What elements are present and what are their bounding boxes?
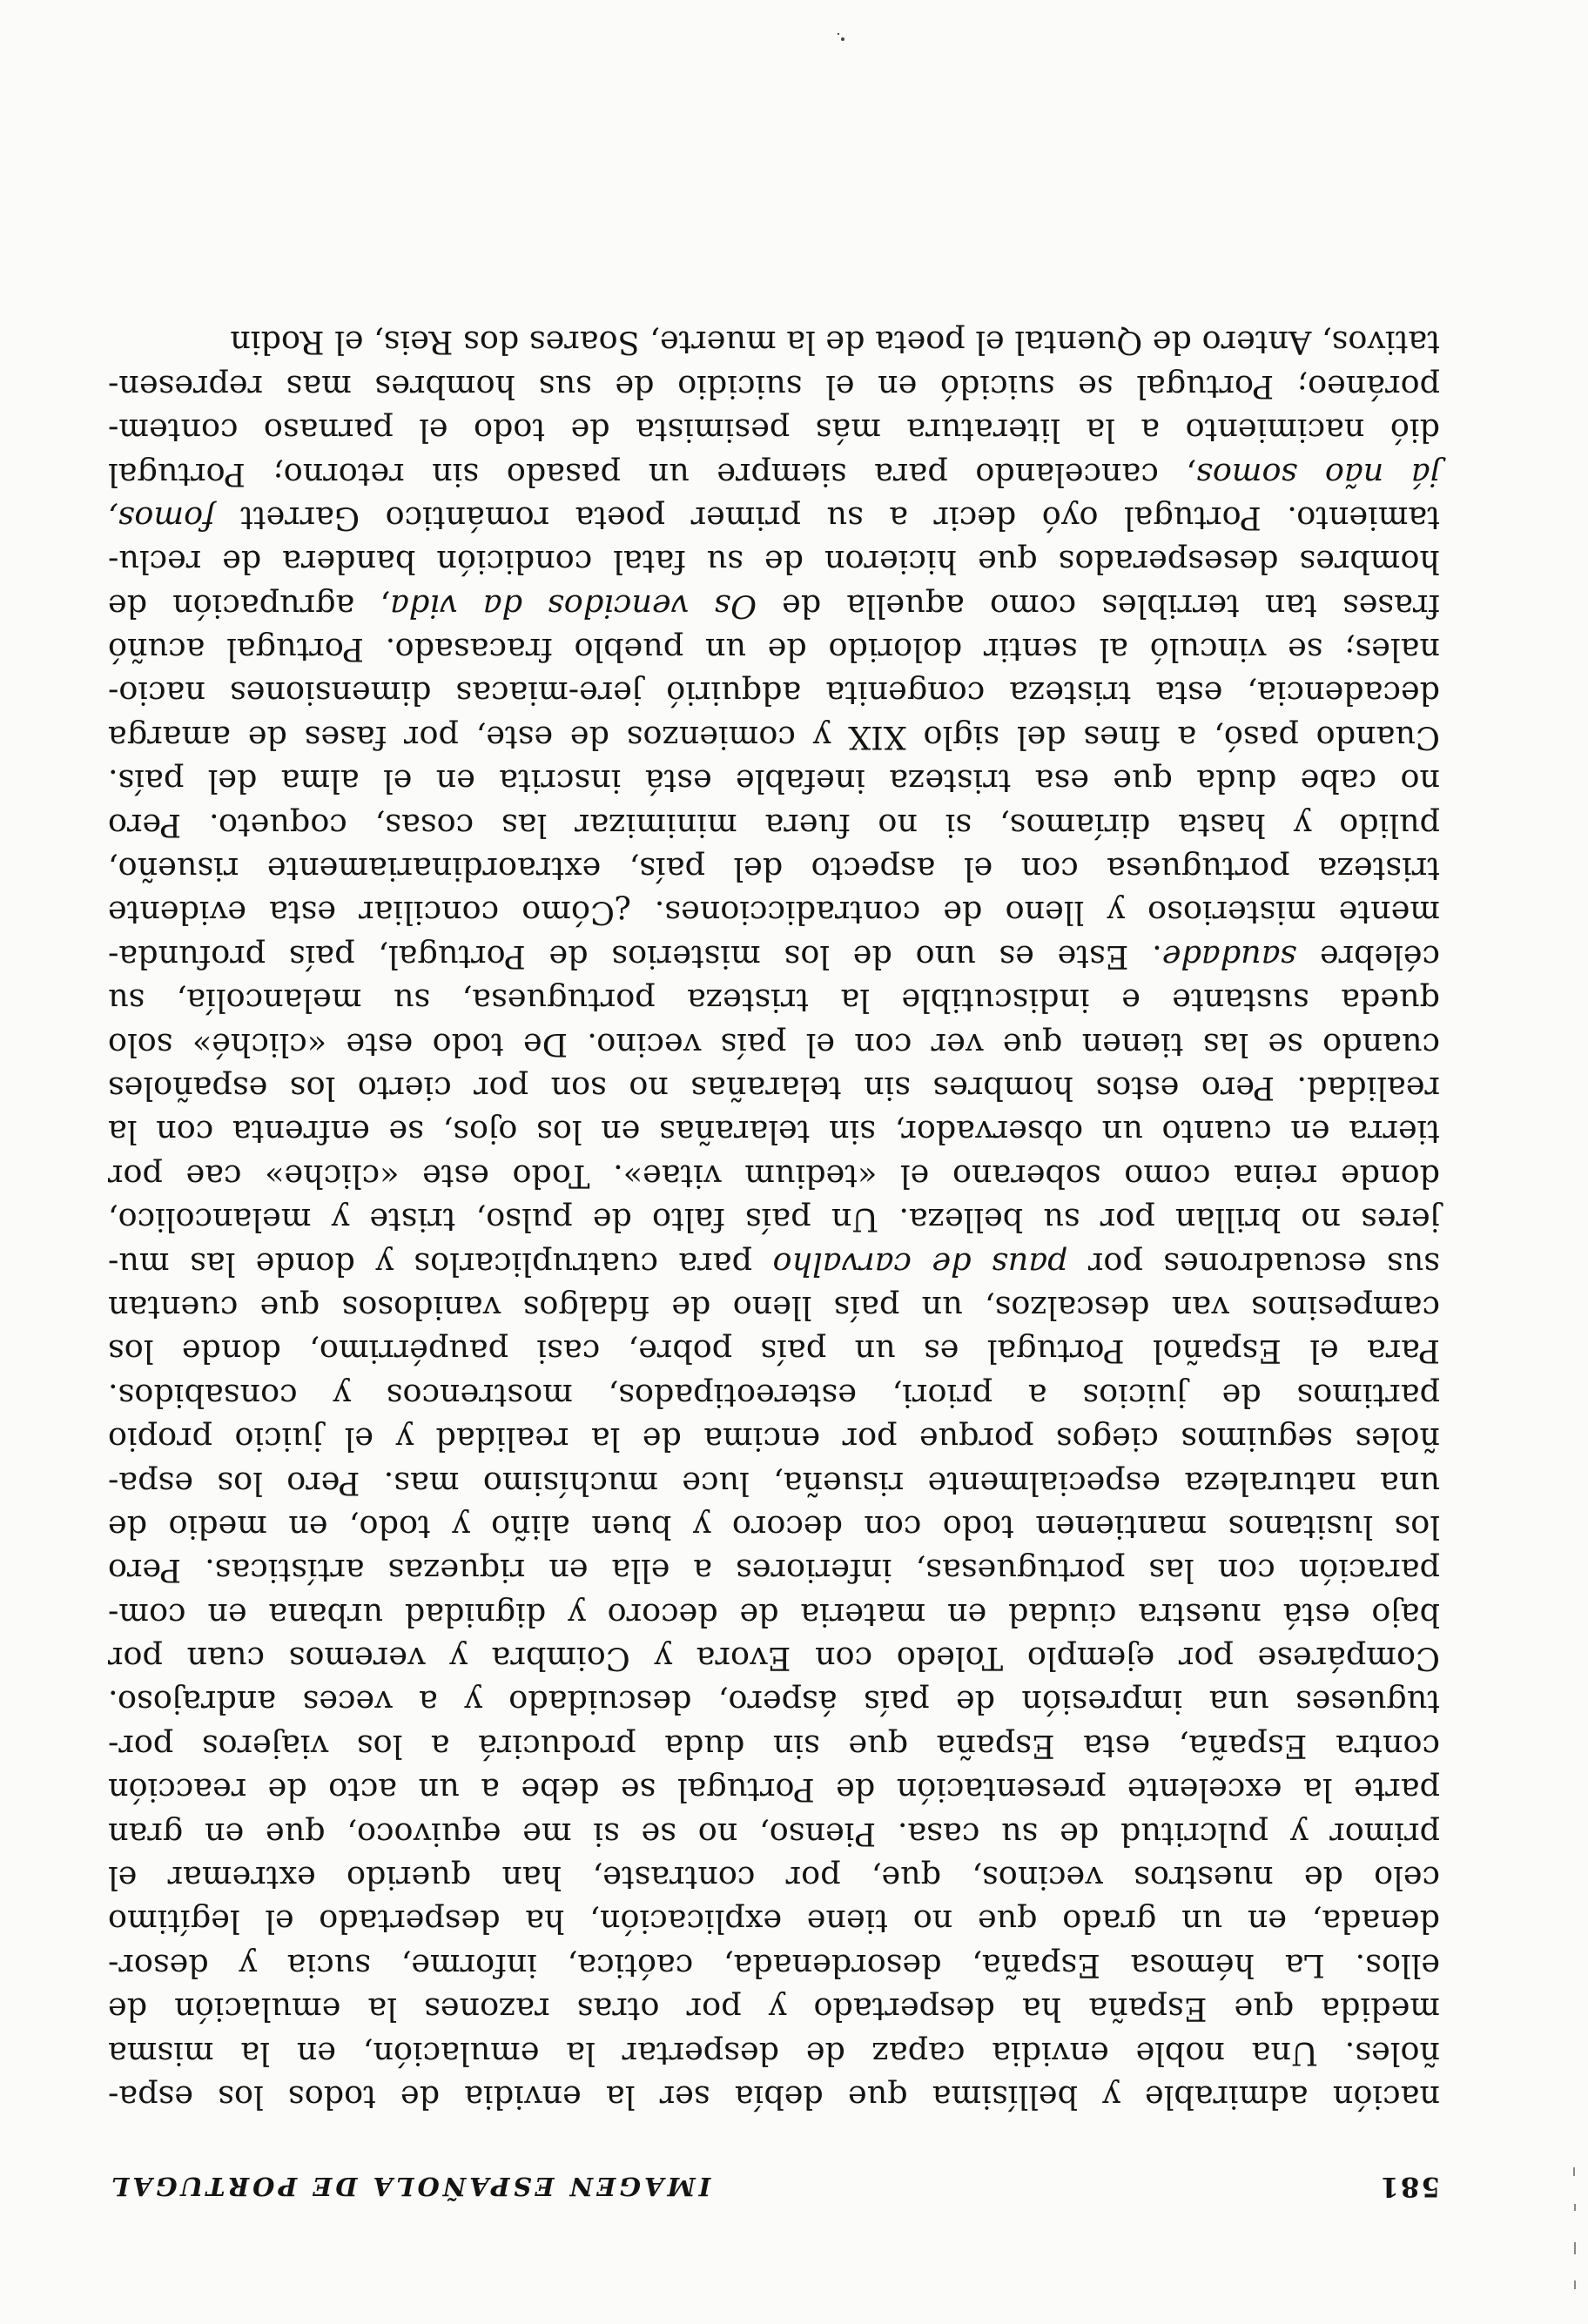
text-segment: para cuatruplicarlos y donde las mu- bbox=[108, 1245, 773, 1283]
text-segment: bajo está nuestra ciudad en materia de decoro y dignidad urbana en com- bbox=[108, 1595, 1440, 1634]
text-segment: cuando se las tienen que ver con el país vecino. De todo este «cliché» solo bbox=[108, 1025, 1440, 1064]
text-line bbox=[108, 364, 1440, 407]
text-line bbox=[108, 1066, 1440, 1110]
text-line bbox=[108, 1022, 1440, 1065]
text-segment: mente misterioso y lleno de contradicciones. ¿Cómo conciliar esta evidente bbox=[108, 894, 1440, 932]
text-segment: donde reina como soberano el «tedium vitae». Todo este «cliche» cae por bbox=[108, 1157, 1440, 1195]
text-segment: poráneo; Portugal se suicidó en el suicidio de sus hombres mas represen- bbox=[108, 367, 1440, 406]
text-line bbox=[108, 628, 1440, 671]
text-line bbox=[108, 978, 1440, 1022]
text-segment: tamiento. Portugal oyó decir a su primer poeta romántico Garrett bbox=[214, 499, 1440, 537]
text-segment: queda sustante e indiscutible la tristeza portuguesa, su melancolía, su bbox=[108, 982, 1440, 1020]
text-segment: parte la excelente presentación de Portugal se debe a un acto de reacción bbox=[108, 1771, 1440, 1810]
text-segment: celo de nuestros vecinos, que, por contraste, han querido extremar el bbox=[108, 1859, 1440, 1897]
text-segment: tativos, Antero de Quental el poeta de la muerte, Soares dos Reis, el Rodin bbox=[230, 324, 1440, 362]
text-line bbox=[108, 890, 1440, 934]
text-segment: primor y pulcritud de su casa. Pienso, no se si me equivoco, que en gran bbox=[108, 1815, 1440, 1853]
text-line bbox=[108, 1505, 1440, 1548]
text-segment: tristeza portuguesa con el aspecto del país, extraordinariamente risueño, bbox=[108, 850, 1440, 889]
text-segment: dió nacimiento a la literatura más pesimista de todo el parnaso contem- bbox=[108, 412, 1440, 450]
text-segment: los lusitanos mantienen todo con decoro y buen aliño y todo, en medio de bbox=[108, 1508, 1440, 1546]
text-segment: medida que España ha despertado y por otras razones la emulación de bbox=[108, 1991, 1440, 2029]
text-segment: ellos. La hémosa España, desordenada, caótica, informe, sucia y desor- bbox=[108, 1946, 1440, 1985]
text-line bbox=[108, 1417, 1440, 1461]
text-line bbox=[108, 1987, 1440, 2031]
text-segment: , cancelando para siempre un pasado sin retorno; Portugal bbox=[107, 455, 1197, 494]
text-segment: contra España, esta España que sin duda producirá a los viajeros por- bbox=[108, 1727, 1440, 1765]
page-number: 581 bbox=[1378, 2171, 1440, 2202]
text-line bbox=[108, 408, 1440, 452]
text-line bbox=[108, 1943, 1440, 1986]
text-line bbox=[108, 1461, 1440, 1504]
text-line bbox=[108, 934, 1440, 977]
text-line bbox=[108, 847, 1440, 890]
italic-segment: já não somos bbox=[1196, 455, 1440, 494]
text-line bbox=[108, 540, 1440, 583]
text-segment: ñoles seguimos ciegos porque por encima de la realidad y el juicio propio bbox=[108, 1421, 1440, 1459]
text-line bbox=[108, 803, 1440, 846]
text-segment: una naturaleza especialmente risueña, luce muchísimo mas. Pero los espa- bbox=[108, 1464, 1440, 1502]
text-line bbox=[108, 1241, 1440, 1285]
text-segment: jeres no brillan por su belleza. Un país falto de pulso, triste y melancolico, bbox=[108, 1201, 1440, 1239]
text-line bbox=[108, 1373, 1440, 1416]
speck bbox=[841, 37, 844, 41]
text-segment: Cuando pasó, a fines del siglo XIX y comienzos de este, por fases de amarga bbox=[108, 718, 1440, 756]
text-line bbox=[108, 1856, 1440, 1899]
text-line bbox=[108, 1286, 1440, 1329]
text-segment: decadencia, esta tristeza congenita adquirió jere-miacas dimensiones nacio- bbox=[108, 675, 1440, 713]
edge-tick bbox=[1574, 2242, 1576, 2254]
text-line bbox=[108, 1110, 1440, 1153]
text-segment: realidad. Pero estos hombres sin telarañas no son por cierto los españoles bbox=[108, 1070, 1440, 1108]
text-line bbox=[108, 1153, 1440, 1197]
text-line bbox=[108, 583, 1440, 627]
text-line bbox=[108, 1329, 1440, 1373]
text-line bbox=[108, 496, 1440, 540]
text-line bbox=[108, 320, 1440, 364]
text-segment: tierra en cuanto un observador, sin telarañas en los ojos, se enfrenta con la bbox=[108, 1113, 1440, 1152]
text-segment: partimos de juicios a priori, estereotipados, mostrencos y consabidos. bbox=[108, 1376, 1440, 1414]
running-head bbox=[108, 2164, 1440, 2202]
text-segment: Para el Español Portugal es un país pobre, casi paupérrimo, donde los bbox=[108, 1333, 1440, 1371]
edge-tick bbox=[1574, 2280, 1576, 2289]
running-head-title: IMAGEN ESPAÑOLA DE PORTUGAL bbox=[108, 2172, 711, 2201]
text-line bbox=[108, 452, 1440, 495]
text-line bbox=[108, 1548, 1440, 1592]
edge-tick bbox=[1573, 2167, 1575, 2176]
edge-tick bbox=[1574, 2204, 1576, 2211]
italic-segment: fomos, bbox=[108, 499, 215, 537]
text-segment: paración con las portuguesas, inferiores a ella en riquezas artísticas. Pero bbox=[108, 1552, 1440, 1590]
text-segment: nales; se vinculó al sentir dolorido de un pueblo fracasado. Portugal acuñó bbox=[108, 631, 1440, 669]
text-segment: pulido y hasta diríamos, si no fuera minimizar las cosas, coqueto. Pero bbox=[108, 806, 1440, 844]
text-segment: ñoles. Una noble envidia capaz de despertar la emulación, en la misma bbox=[108, 2034, 1440, 2072]
text-segment: tugueses una impresión de país áspero, descuidado y a veces andrajoso. bbox=[108, 1683, 1440, 1722]
text-segment: nación admirable y bellísima que debía ser la envidia de todos los espa- bbox=[108, 2079, 1440, 2116]
text-line bbox=[108, 715, 1440, 759]
text-line bbox=[108, 1768, 1440, 1811]
text-line bbox=[108, 1636, 1440, 1680]
text-line bbox=[108, 1811, 1440, 1855]
italic-segment: Os vencidos da vida bbox=[390, 587, 757, 625]
italic-segment: paus de carvalho bbox=[772, 1245, 1068, 1283]
text-line bbox=[108, 671, 1440, 715]
text-line bbox=[108, 1723, 1440, 1767]
text-line bbox=[108, 1198, 1440, 1241]
text-segment: no cabe duda que esa tristeza inefable está inscrita en el alma del país. bbox=[108, 762, 1440, 801]
speck bbox=[838, 33, 839, 35]
text-segment: célebre bbox=[1296, 937, 1440, 976]
italic-segment: saudade bbox=[1161, 937, 1297, 976]
text-line bbox=[108, 1680, 1440, 1723]
text-line bbox=[108, 2031, 1440, 2074]
text-segment: Compárese por ejemplo Toledo con Evora y Coimbra y veremos cuan por bbox=[108, 1640, 1440, 1678]
text-segment: denada, en un grado que no tiene explicación, ha despertado el legítimo bbox=[108, 1903, 1440, 1941]
body-text bbox=[108, 320, 1440, 2119]
text-segment: hombres desesperados que hicieron de su fatal condición bandera de reclu- bbox=[108, 543, 1440, 581]
text-segment: frases tan terribles como aquella de bbox=[757, 587, 1440, 625]
text-line bbox=[108, 2075, 1440, 2119]
text-segment: sus escuadrones por bbox=[1067, 1245, 1440, 1283]
text-line bbox=[108, 759, 1440, 803]
text-segment: . Este es uno de los misterios de Portugal, país profunda- bbox=[108, 937, 1162, 976]
text-segment: campesinos van descalzos, un país lleno de fidalgos vanidosos que cuentan bbox=[108, 1288, 1440, 1327]
text-segment: , agrupación de bbox=[108, 587, 391, 625]
text-line bbox=[108, 1592, 1440, 1636]
book-page bbox=[108, 320, 1440, 2202]
text-line bbox=[108, 1899, 1440, 1943]
